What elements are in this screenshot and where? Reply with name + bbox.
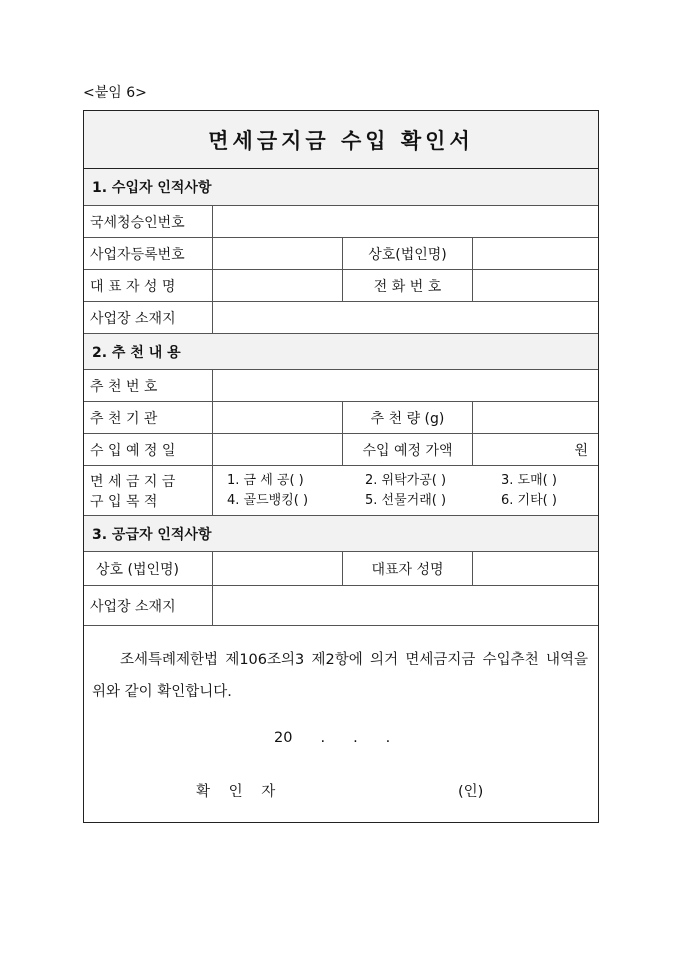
section-supplier-title: 3. 공급자 인적사항 (92, 526, 212, 543)
purpose-label-line2: 구 입 목 적 (90, 493, 158, 510)
date-line (274, 730, 390, 746)
won-unit: 원 (574, 442, 588, 459)
form-title: 면세금지금 수입 확인서 (208, 127, 474, 153)
supplier-name-row (84, 551, 598, 585)
section-supplier-header (84, 515, 598, 551)
rec-amount-label: 추 천 량 (g) (342, 402, 472, 433)
approval-no-field[interactable] (212, 206, 598, 237)
confirmer-label: 확 인 자 (196, 784, 283, 800)
company-name-label: 상호(법인명) (342, 238, 472, 269)
rec-agency-field[interactable] (212, 402, 342, 433)
section-importer-title: 1. 수입자 인적사항 (92, 180, 212, 196)
attachment-label: <붙임 6> (83, 85, 147, 101)
supplier-company-field[interactable] (212, 552, 342, 585)
purpose-option-consignment[interactable]: 2. 위탁가공( ) (365, 472, 447, 488)
biz-reg-no-field[interactable] (212, 238, 342, 269)
import-price-label: 수입 예정 가액 (342, 434, 472, 465)
import-date-row (84, 433, 598, 465)
form-title-row (84, 111, 598, 169)
approval-no-row (84, 205, 598, 237)
supplier-address-row (84, 585, 598, 625)
date-sep-1: . (320, 730, 326, 746)
confirmation-statement: 조세특례제한법 제106조의3 제2항에 의거 면세금지금 수입추천 내역을 위와 같이 확인합니다. (92, 652, 588, 700)
purpose-row (84, 465, 598, 515)
company-name-field[interactable] (472, 238, 598, 269)
seal-mark: (인) (458, 784, 484, 800)
approval-no-label: 국세청승인번호 (90, 214, 185, 231)
purpose-option-futures[interactable]: 5. 선물거래( ) (365, 492, 447, 508)
supplier-address-field[interactable] (212, 586, 598, 625)
purpose-label (84, 466, 212, 515)
purpose-option-goldsmithing[interactable]: 1. 금 세 공( ) (227, 472, 304, 488)
confirmation-footer (84, 625, 598, 822)
rec-no-label: 추 천 번 호 (90, 378, 158, 395)
supplier-company-label: 상호 (법인명) (96, 561, 179, 578)
import-price-field[interactable] (472, 434, 598, 465)
supplier-address-label: 사업장 소재지 (90, 598, 176, 615)
date-sep-3: . (385, 730, 391, 746)
biz-reg-no-label: 사업자등록번호 (90, 246, 185, 263)
representative-field[interactable] (212, 270, 342, 301)
section-recommendation-header (84, 333, 598, 369)
phone-field[interactable] (472, 270, 598, 301)
date-year[interactable]: 20 (274, 730, 293, 746)
importer-address-label: 사업장 소재지 (90, 310, 176, 327)
representative-row (84, 269, 598, 301)
date-sep-2: . (353, 730, 358, 746)
purpose-option-other[interactable]: 6. 기타( ) (501, 492, 557, 508)
representative-label: 대 표 자 성 명 (90, 278, 176, 295)
rec-agency-row (84, 401, 598, 433)
supplier-representative-label: 대표자 성명 (342, 552, 472, 585)
importer-address-field[interactable] (212, 302, 598, 333)
purpose-options (212, 466, 598, 515)
rec-agency-label: 추 천 기 관 (90, 410, 158, 427)
purpose-option-wholesale[interactable]: 3. 도매( ) (501, 472, 557, 488)
biz-reg-row (84, 237, 598, 269)
supplier-representative-field[interactable] (472, 552, 598, 585)
import-date-field[interactable] (212, 434, 342, 465)
section-recommendation-title: 2. 추 천 내 용 (92, 344, 181, 361)
section-importer-header (84, 169, 598, 205)
confirmation-form (83, 110, 599, 823)
rec-no-row (84, 369, 598, 401)
rec-no-field[interactable] (212, 370, 598, 401)
importer-address-row (84, 301, 598, 333)
rec-amount-field[interactable] (472, 402, 598, 433)
phone-label: 전 화 번 호 (342, 270, 472, 301)
purpose-label-line1: 면 세 금 지 금 (90, 473, 176, 490)
import-date-label: 수 입 예 정 일 (90, 442, 176, 459)
purpose-option-gold-banking[interactable]: 4. 골드뱅킹( ) (227, 492, 309, 508)
